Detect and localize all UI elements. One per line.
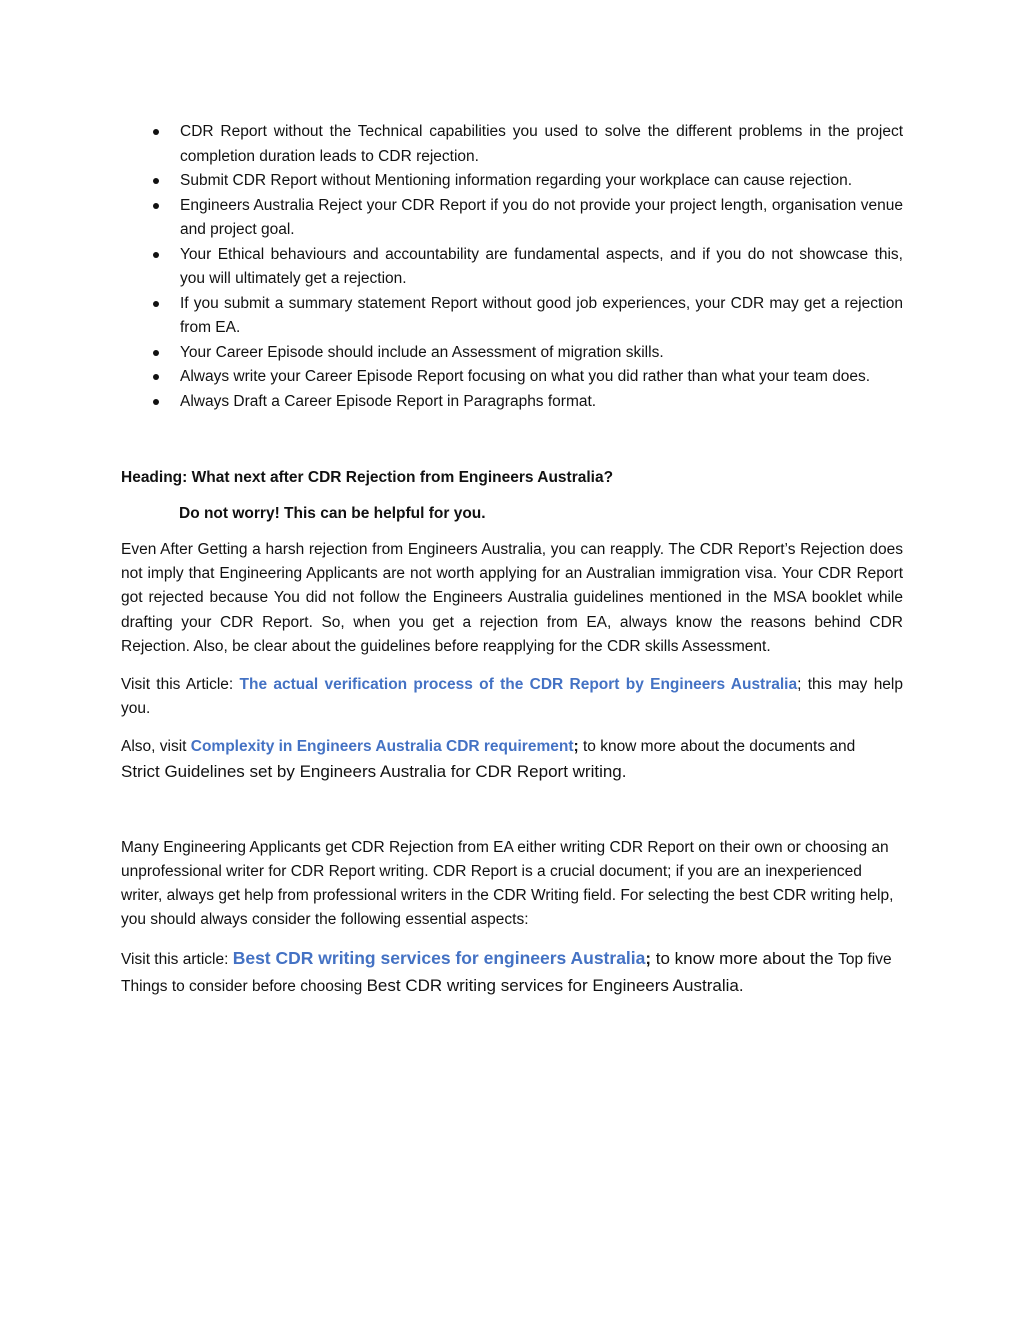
list-item-text: Engineers Australia Reject your CDR Report if you do not provide your project length, organisation venue and project goal. <box>180 196 903 238</box>
bullet-icon <box>153 129 159 135</box>
reapply-paragraph: Even After Getting a harsh rejection from Engineers Australia, you can reapply. The CDR Report’s Rejection does not imply that Engineering Applicants are not worth applying for an Australian immigration visa. Your CDR Report got rejected because You did not follow the Engineers Australia guidelines mentioned in the MSA booklet while drafting your CDR Report. So, when you get a rejection from EA, always know the reasons behind CDR Rejection. Also, be clear about the guidelines before reapplying for the CDR skills Assessment. <box>121 541 903 655</box>
bullet-icon <box>153 374 159 380</box>
writing-services-paragraph <box>121 945 903 1000</box>
list-item-text: Always Draft a Career Episode Report in Paragraphs format. <box>180 392 597 410</box>
list-item <box>121 243 903 292</box>
list-item-text: Submit CDR Report without Mentioning information regarding your workplace can cause rejection. <box>180 172 852 189</box>
verification-process-link[interactable]: The actual verification process of the CDR Report by Engineers Australia <box>239 676 798 694</box>
verification-article-paragraph <box>121 673 903 721</box>
complexity-article-paragraph <box>121 735 903 784</box>
paragraph-prefix: Visit this article: <box>121 950 233 968</box>
paragraph-suffix-large: Strict Guidelines set by Engineers Australia for CDR Report writing. <box>121 761 627 781</box>
list-item-text: Your Ethical behaviours and accountability are fundamental aspects, and if you do not showcase this, you will ultimately get a rejection. <box>180 245 903 287</box>
list-item <box>121 292 903 341</box>
bullet-icon <box>153 203 159 209</box>
paragraph-prefix: Also, visit <box>121 738 191 756</box>
paragraph-suffix-large: Best CDR writing services for Engineers Australia. <box>366 975 744 995</box>
paragraph-suffix: ; this may help you. <box>121 676 903 718</box>
list-item-text: CDR Report without the Technical capabilities you used to solve the different problems in the project completion duration leads to CDR rejection. <box>180 123 903 165</box>
list-item <box>121 341 903 366</box>
semicolon-text: ; <box>573 738 579 756</box>
list-item-text: Always write your Career Episode Report focusing on what you did rather than what your team does. <box>180 368 871 385</box>
bullet-icon <box>153 301 159 307</box>
bullet-icon <box>153 399 159 405</box>
paragraph-suffix: to know more about the documents and <box>578 738 856 756</box>
list-item <box>121 169 903 194</box>
bullet-icon <box>153 252 159 258</box>
list-item <box>121 120 903 169</box>
section-subheading: Do not worry! This can be helpful for you. <box>179 505 486 522</box>
rejection-reasons-list <box>121 120 903 414</box>
best-cdr-services-link[interactable]: Best CDR writing services for engineers Australia <box>232 947 646 968</box>
applicants-paragraph: Many Engineering Applicants get CDR Rejection from EA either writing CDR Report on their own or choosing an unprofessional writer for CDR Report writing. CDR Report is a crucial document; if you are an inexperienced writer, always get help from professional writers in the CDR Writing field. For selecting the best CDR writing help, you should always consider the following essential aspects: <box>121 838 894 929</box>
paragraph-mid: Top five Things to consider before choosing <box>121 950 892 995</box>
list-item <box>121 365 903 390</box>
list-item <box>121 390 903 415</box>
list-item-text: Your Career Episode should include an Assessment of migration skills. <box>180 343 664 361</box>
complexity-requirement-link[interactable]: Complexity in Engineers Australia CDR requirement <box>190 738 574 756</box>
semicolon-text: ; <box>645 948 652 968</box>
section-heading: Heading: What next after CDR Rejection from Engineers Australia? <box>121 469 614 486</box>
bullet-icon <box>153 350 159 356</box>
paragraph-mid-large: to know more about the <box>651 948 839 968</box>
list-item-text: If you submit a summary statement Report without good job experiences, your CDR may get a rejection from EA. <box>180 294 903 336</box>
list-item <box>121 194 903 243</box>
bullet-icon <box>153 178 159 184</box>
document-page <box>121 120 903 1000</box>
paragraph-prefix: Visit this Article: <box>121 676 240 694</box>
